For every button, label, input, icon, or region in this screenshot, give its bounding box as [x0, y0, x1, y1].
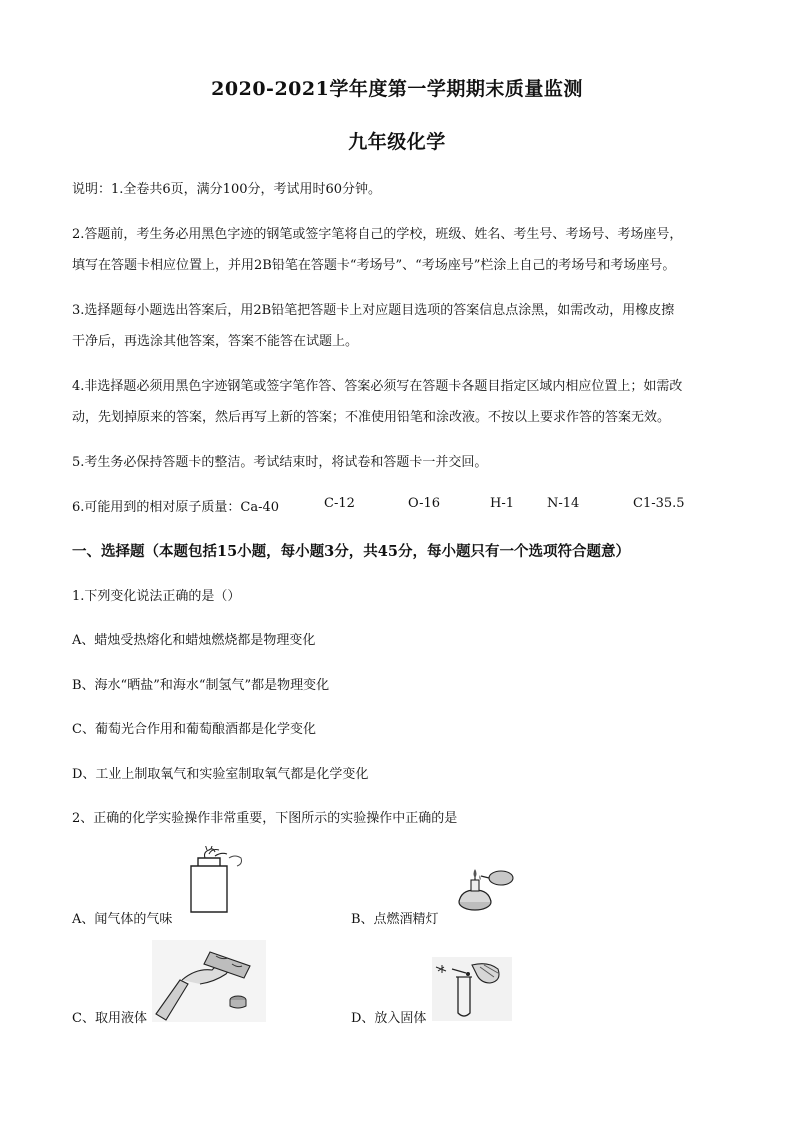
- pour-liquid-figure: [152, 940, 266, 1022]
- atomic-mass-item: C-12: [324, 496, 355, 511]
- question-stem: 1.下列变化说法正确的是（）: [72, 589, 241, 604]
- smell-gas-figure: [185, 846, 245, 916]
- instruction-line: 动，先划掉原来的答案，然后再写上新的答案；不准使用铅笔和涂改液。不按以上要求作答的答案无效。: [72, 410, 671, 425]
- q2-option-a: A、闻气体的气味: [72, 912, 173, 927]
- section-heading: 一、选择题（本题包括15小题，每小题3分，共45分，每小题只有一个选项符合题意）: [72, 543, 630, 560]
- instruction-line: 4.非选择题必须用黑色字迹钢笔或签字笔作答、答案必须写在答题卡各题目指定区域内相应位置上；如需改: [72, 379, 683, 394]
- atomic-mass-item: H-1: [490, 496, 515, 511]
- q1-option-a: A、蜡烛受热熔化和蜡烛燃烧都是物理变化: [72, 633, 316, 648]
- instruction-line: 干净后，再选涂其他答案，答案不能答在试题上。: [72, 334, 359, 349]
- q1-option-b: B、海水“晒盐”和海水“制氢气”都是物理变化: [72, 678, 330, 693]
- q1-option-d: D、工业上制取氧气和实验室制取氧气都是化学变化: [72, 767, 369, 782]
- exam-title: 2020-2021学年度第一学期期末质量监测: [211, 78, 583, 100]
- exam-subtitle: 九年级化学: [348, 131, 446, 153]
- alcohol-lamp-figure: [453, 866, 517, 912]
- atomic-mass-item: O-16: [408, 496, 441, 511]
- question-stem: 2、正确的化学实验操作非常重要，下图所示的实验操作中正确的是: [72, 811, 458, 826]
- atomic-mass-item: C1-35.5: [633, 496, 685, 511]
- atomic-masses: [72, 496, 722, 516]
- instruction-line: 3.选择题每小题选出答案后，用2B铅笔把答题卡上对应题目选项的答案信息点涂黑，如需改动，用橡皮擦: [72, 303, 675, 318]
- instruction-line: 填写在答题卡相应位置上，并用2B铅笔在答题卡“考场号”、“考场座号”栏涂上自己的考场号和考场座号。: [72, 258, 676, 273]
- q2-option-d: D、放入固体: [351, 1011, 427, 1026]
- add-solid-figure: [432, 957, 512, 1021]
- q1-option-c: C、葡萄光合作用和葡萄酿酒都是化学变化: [72, 722, 316, 737]
- atomic-masses-label: 6.可能用到的相对原子质量：Ca-40: [72, 500, 280, 515]
- instruction-line: 2.答题前，考生务必用黑色字迹的钢笔或签字笔将自己的学校，班级、姓名、考生号、考场号、考场座号，: [72, 227, 683, 242]
- q2-option-b: B、点燃酒精灯: [351, 912, 439, 927]
- q2-option-c: C、取用液体: [72, 1011, 147, 1026]
- atomic-mass-item: N-14: [547, 496, 580, 511]
- instruction-line: 5.考生务必保持答题卡的整洁。考试结束时，将试卷和答题卡一并交回。: [72, 455, 488, 470]
- instruction-line: 说明：1.全卷共6页，满分100分，考试用时60分钟。: [72, 182, 382, 197]
